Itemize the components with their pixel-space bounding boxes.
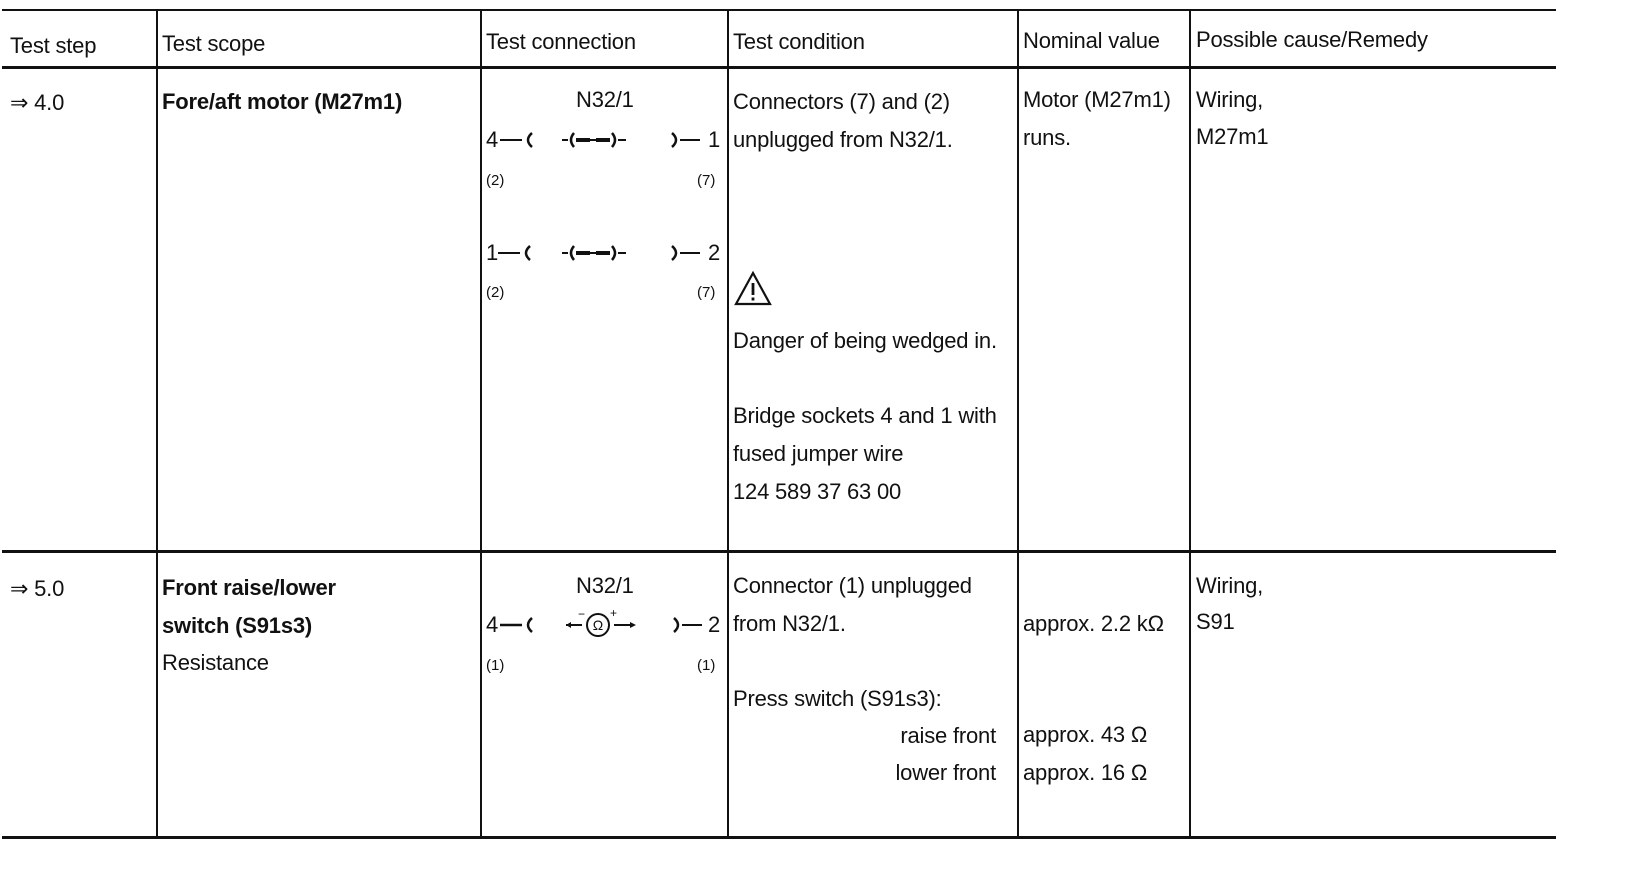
row2-test-scope-sub: Resistance [162,650,269,675]
column-divider-2 [480,9,482,838]
row1-line1-right-socket-icon [670,127,704,153]
row2-line1-right-socket-icon [672,612,706,638]
row1-condition-bridge-line2: fused jumper wire [733,441,904,466]
row1-line1-fuse-icon [560,127,640,153]
row1-condition-warning: Danger of being wedged in. [733,328,997,353]
row1-nominal-line1: Motor (M27m1) [1023,87,1171,112]
row-divider [2,550,1556,553]
row2-test-scope-title2: switch (S91s3) [162,613,313,638]
ohmmeter-icon [560,606,644,638]
row2-line1-left-socket-icon [498,612,538,638]
row2-line1-right-connector: (1) [697,657,716,674]
row1-condition-line1: Connectors (7) and (2) [733,89,950,114]
row1-cause-line1: Wiring, [1196,87,1264,112]
row1-condition-bridge-line1: Bridge sockets 4 and 1 with [733,403,997,428]
row1-line1-left-pin: 4 [486,127,499,152]
column-divider-5 [1189,9,1191,838]
row1-line1-right-pin: 1 [708,127,721,152]
row1-nominal-line2: runs. [1023,125,1071,150]
row2-cause-line2: S91 [1196,609,1235,634]
row2-condition-lower: lower front [895,760,996,785]
row1-line2-left-socket-icon [496,240,536,266]
row1-condition-line2: unplugged from N32/1. [733,127,953,152]
row2-test-step: ⇒ 5.0 [10,576,65,601]
row1-test-step: ⇒ 4.0 [10,90,65,115]
row2-nominal-resistance: approx. 2.2 kΩ [1023,611,1164,636]
row2-test-scope-title1: Front raise/lower [162,575,336,600]
row2-nominal-raise: approx. 43 Ω [1023,722,1148,747]
row2-condition-press: Press switch (S91s3): [733,686,942,711]
row2-line1-left-connector: (1) [486,657,505,674]
row2-line1-right-pin: 2 [708,612,721,637]
row1-line2-left-pin: 1 [486,240,499,265]
row1-line1-left-socket-icon [498,127,538,153]
row1-line1-right-connector: (7) [697,172,716,189]
row2-line1-left-pin: 4 [486,612,499,637]
table-bottom-rule [2,836,1556,839]
row2-condition-line1: Connector (1) unplugged [733,573,972,598]
header-test-step: Test step [10,33,97,58]
svg-text:−: − [578,607,586,621]
header-bottom-rule [2,66,1556,69]
table-top-rule [2,9,1556,11]
header-test-condition: Test condition [733,29,865,54]
row1-condition-part-number: 124 589 37 63 00 [733,479,902,504]
column-divider-3 [727,9,729,838]
row2-cause-line1: Wiring, [1196,573,1264,598]
header-possible-cause: Possible cause/Remedy [1196,27,1428,52]
row1-line2-right-pin: 2 [708,240,721,265]
header-nominal-value: Nominal value [1023,28,1160,53]
svg-text:+: + [610,606,618,620]
row2-connection-unit: N32/1 [576,573,634,598]
row1-cause-line2: M27m1 [1196,124,1269,149]
row1-line1-left-connector: (2) [486,172,505,189]
column-divider-4 [1017,9,1019,838]
row1-connection-unit: N32/1 [576,87,634,112]
header-test-connection: Test connection [486,29,636,54]
row1-test-scope-title: Fore/aft motor (M27m1) [162,89,403,114]
row2-condition-line2: from N32/1. [733,611,846,636]
header-test-scope: Test scope [162,31,266,56]
warning-triangle-icon [734,270,774,308]
row1-line2-right-socket-icon [670,240,704,266]
column-divider-1 [156,9,158,838]
svg-text:Ω: Ω [592,617,604,633]
row1-line2-fuse-icon [560,240,640,266]
row1-line2-left-connector: (2) [486,284,505,301]
row2-nominal-lower: approx. 16 Ω [1023,760,1148,785]
row1-line2-right-connector: (7) [697,284,716,301]
row2-condition-raise: raise front [900,723,996,748]
